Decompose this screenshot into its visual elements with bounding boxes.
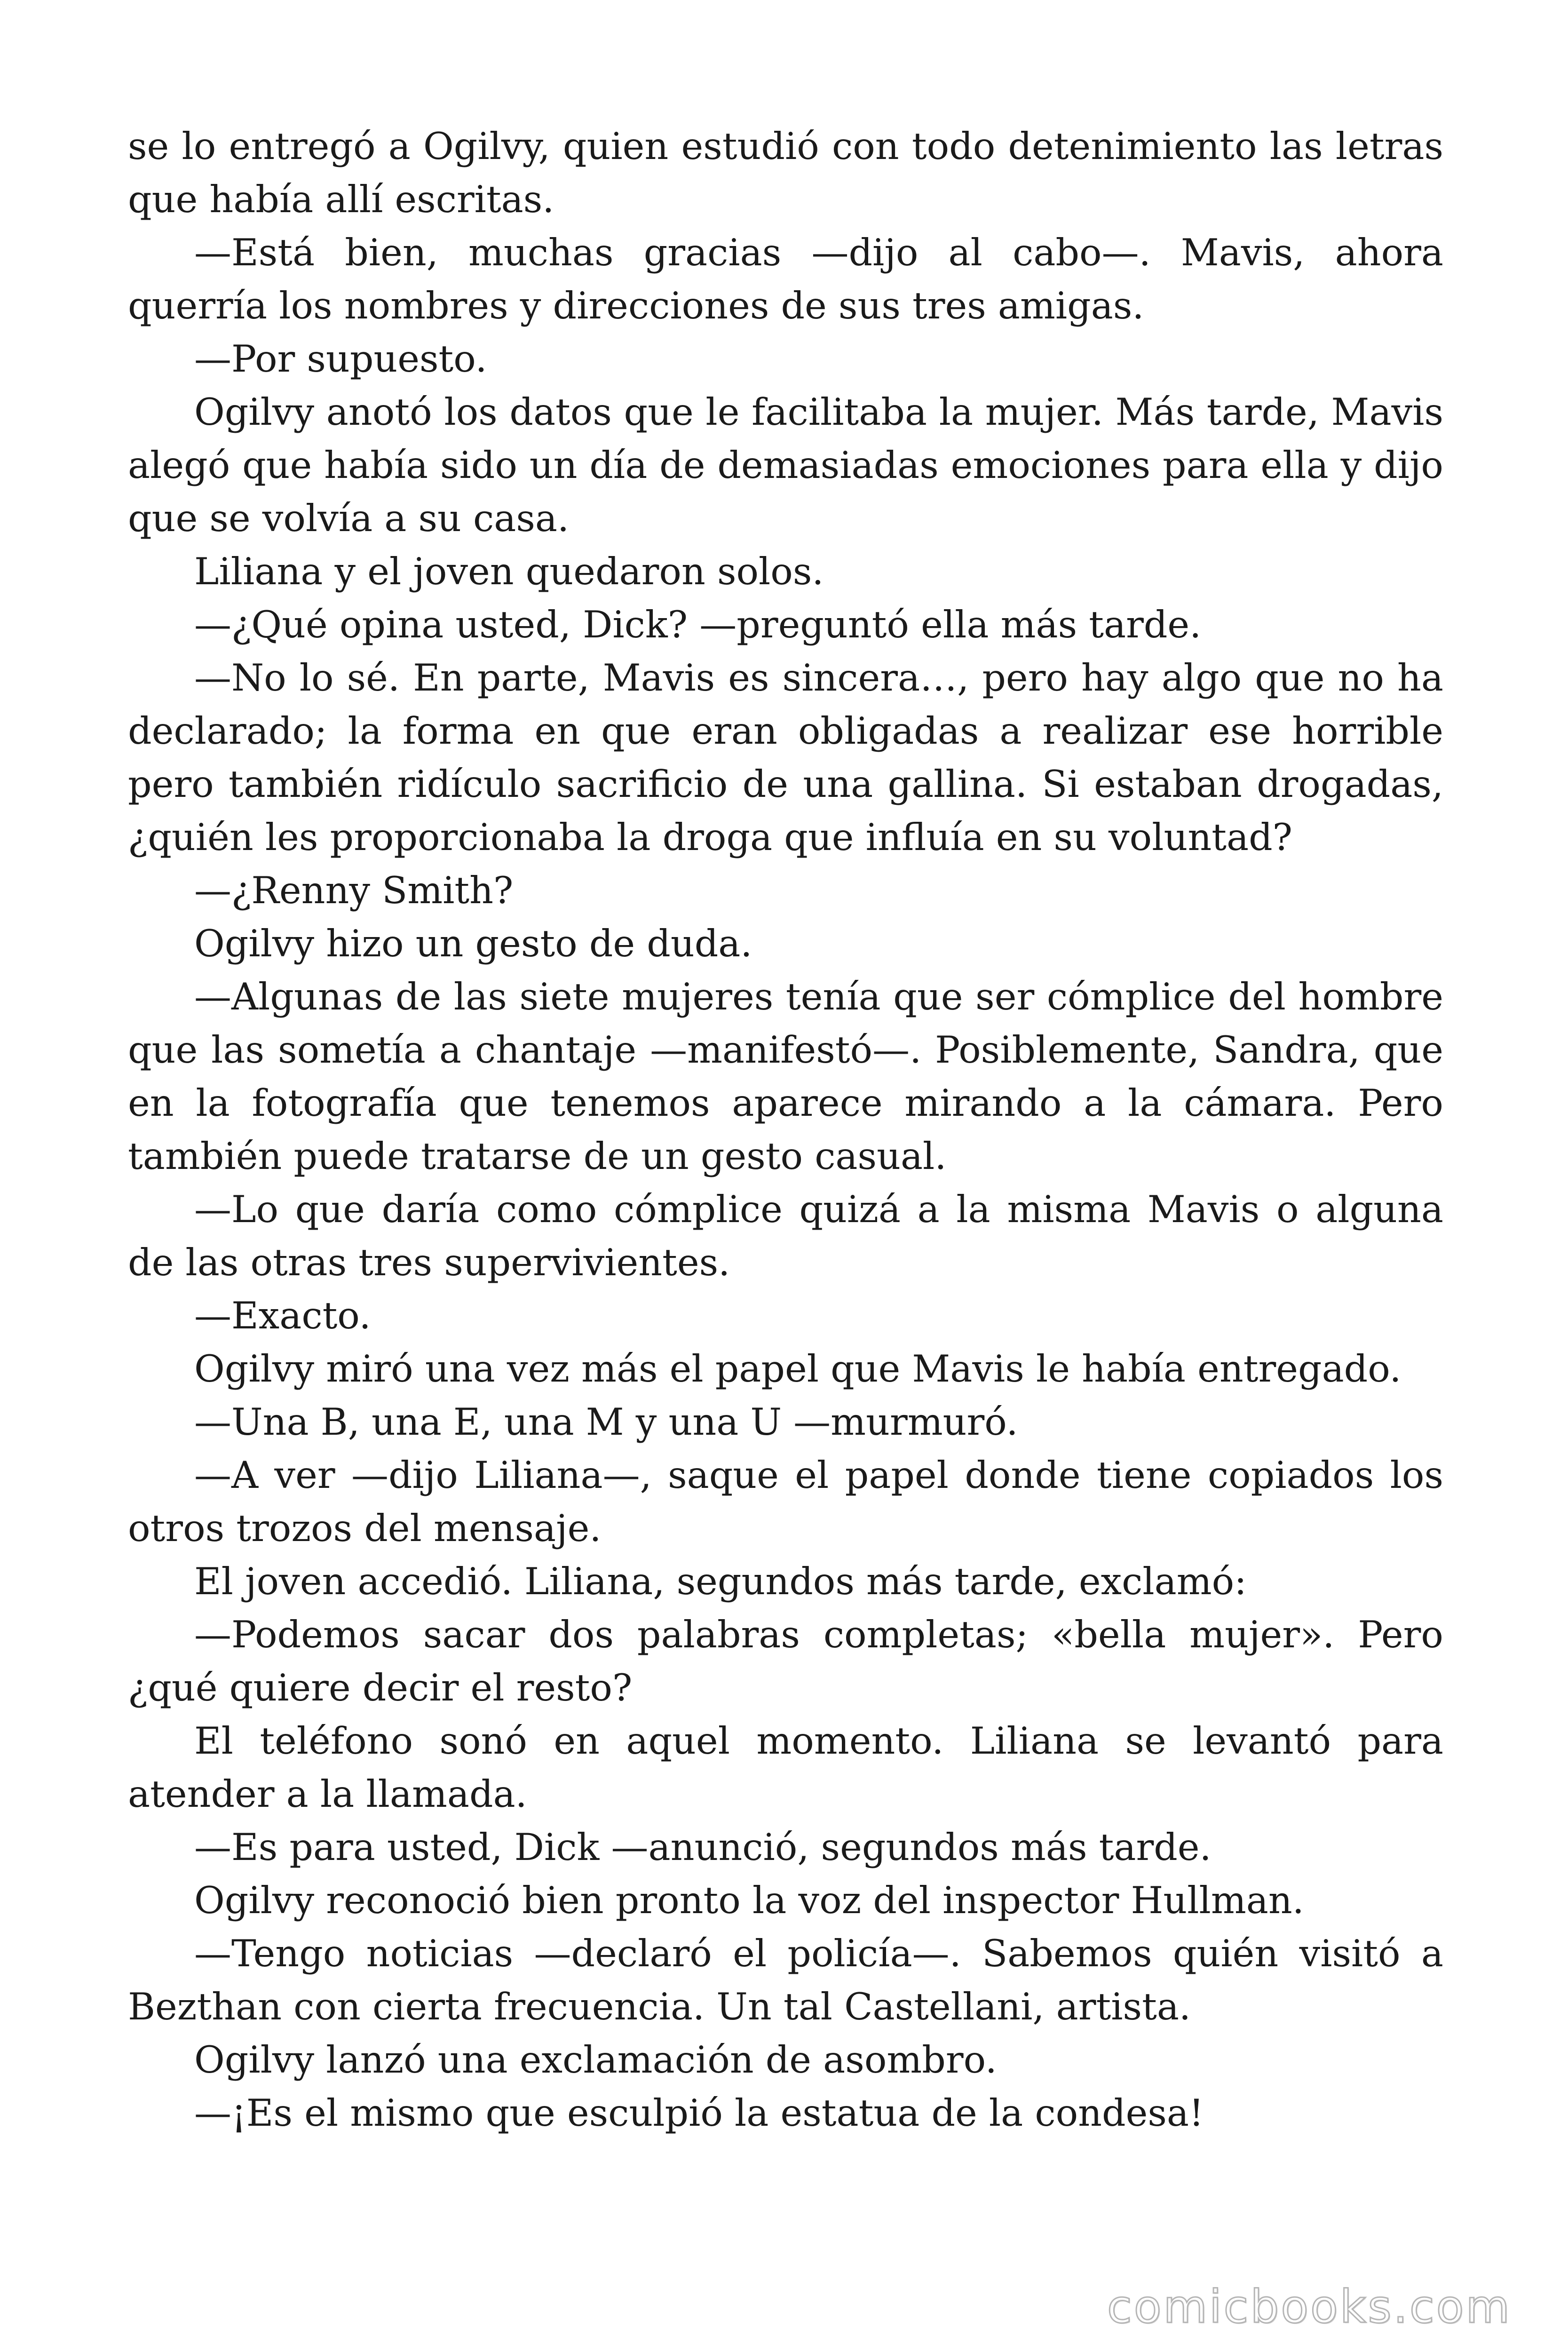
paragraph: —A ver —dijo Liliana—, saque el papel donde tiene copiados los otros trozos del mensaje. bbox=[128, 1454, 1443, 1550]
body-text bbox=[128, 120, 1443, 2140]
paragraph: Ogilvy anotó los datos que le facilitaba la mujer. Más tarde, Mavis alegó que había sido un día de demasiadas emociones para ella y dijo que se volvía a su casa. bbox=[128, 390, 1443, 540]
paragraph: —Es para usted, Dick —anunció, segundos más tarde. bbox=[194, 1826, 1212, 1869]
paragraph: El teléfono sonó en aquel momento. Liliana se levantó para atender a la llamada. bbox=[128, 1719, 1443, 1816]
paragraph: —¿Renny Smith? bbox=[194, 869, 514, 912]
paragraph: —¿Qué opina usted, Dick? —preguntó ella más tarde. bbox=[194, 603, 1202, 646]
paragraph: El joven accedió. Liliana, segundos más tarde, exclamó: bbox=[194, 1560, 1247, 1603]
paragraph: —Una B, una E, una M y una U —murmuró. bbox=[194, 1400, 1018, 1444]
paragraph: —Está bien, muchas gracias —dijo al cabo—. Mavis, ahora querría los nombres y direcciones de sus tres amigas. bbox=[128, 231, 1443, 327]
paragraph: —Podemos sacar dos palabras completas; «bella mujer». Pero ¿qué quiere decir el resto? bbox=[128, 1613, 1443, 1709]
paragraph: —Por supuesto. bbox=[194, 337, 487, 381]
paragraph: —Tengo noticias —declaró el policía—. Sabemos quién visitó a Bezthan con cierta frecuencia. Un tal Castellani, artista. bbox=[128, 1932, 1443, 2028]
paragraph: —No lo sé. En parte, Mavis es sincera…, pero hay algo que no ha declarado; la forma en que eran obligadas a realizar ese horrible pero también ridículo sacrificio de una gallina. Si estaban drogadas, ¿quién les proporcionaba la droga que influía en su voluntad? bbox=[128, 656, 1443, 859]
paragraph: Ogilvy lanzó una exclamación de asombro. bbox=[194, 2038, 997, 2082]
watermark: comicbooks.com bbox=[1107, 2280, 1512, 2333]
paragraph: Liliana y el joven quedaron solos. bbox=[194, 550, 824, 593]
paragraph: se lo entregó a Ogilvy, quien estudió con todo detenimiento las letras que había allí escritas. bbox=[128, 125, 1443, 221]
paragraph: —Algunas de las siete mujeres tenía que ser cómplice del hombre que las sometía a chantaje —manifestó—. Posiblemente, Sandra, que en la fotografía que tenemos aparece mirando a la cámara. Pero también puede tratarse de un gesto casual. bbox=[128, 975, 1443, 1178]
paragraph: Ogilvy reconoció bien pronto la voz del inspector Hullman. bbox=[194, 1879, 1304, 1922]
paragraph: Ogilvy hizo un gesto de duda. bbox=[194, 922, 752, 965]
paragraph: —Lo que daría como cómplice quizá a la misma Mavis o alguna de las otras tres supervivientes. bbox=[128, 1188, 1443, 1284]
paragraph: Ogilvy miró una vez más el papel que Mavis le había entregado. bbox=[194, 1347, 1402, 1391]
paragraph: —¡Es el mismo que esculpió la estatua de la condesa! bbox=[194, 2091, 1204, 2135]
paragraph: —Exacto. bbox=[194, 1294, 371, 1337]
